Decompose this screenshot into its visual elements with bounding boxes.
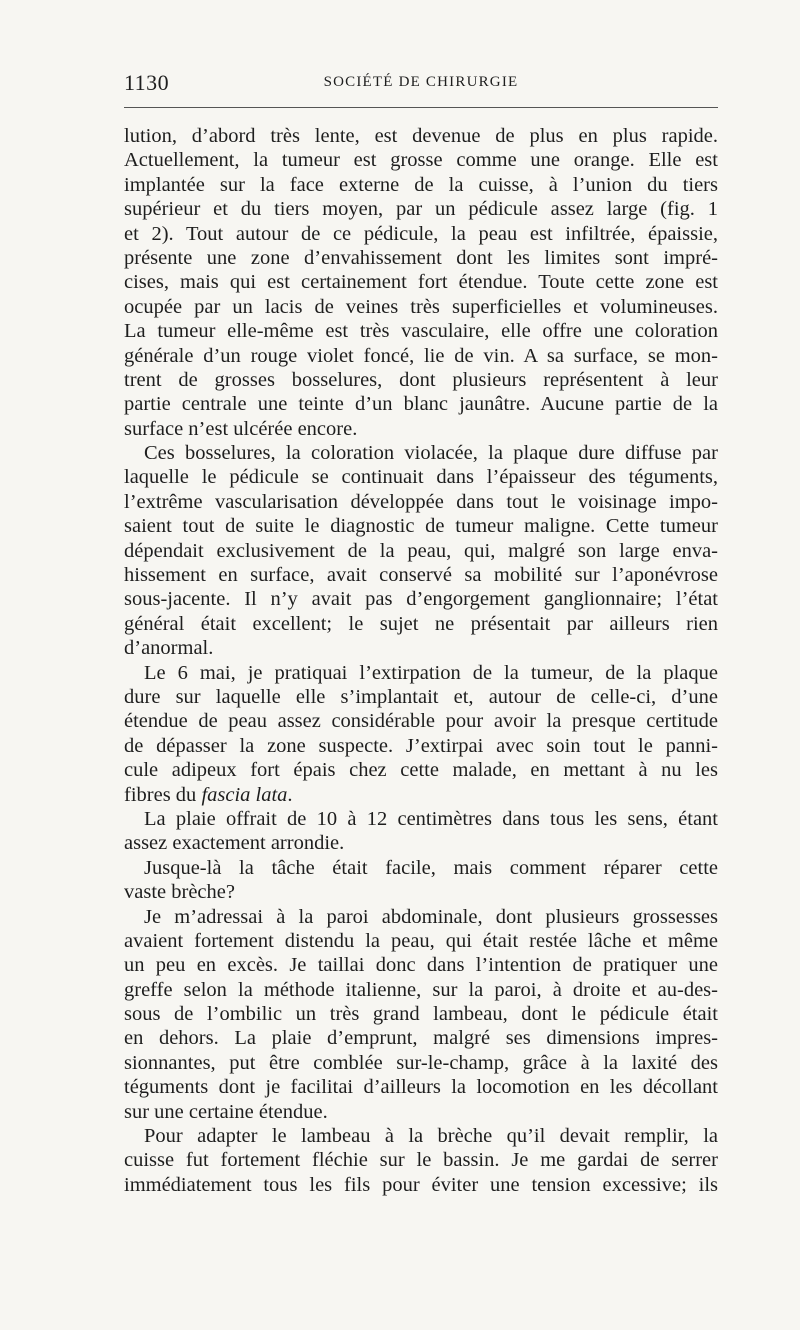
text-line: un peu en excès. Je taillai donc dans l’intention de pratiquer une bbox=[124, 954, 718, 977]
text-line: hissement en surface, avait conservé sa mobilité sur l’aponévrose bbox=[124, 564, 718, 587]
text-line: Actuellement, la tumeur est grosse comme une orange. Elle est bbox=[124, 149, 718, 172]
text-line: ocupée par un lacis de veines très superficielles et volumineuses. bbox=[124, 295, 718, 318]
paragraph bbox=[124, 1124, 718, 1197]
text-line: fibres du fascia lata. bbox=[124, 783, 293, 806]
paragraph bbox=[124, 905, 718, 1125]
paragraph bbox=[124, 661, 718, 807]
text-line: surface n’est ulcérée encore. bbox=[124, 417, 358, 440]
text-line: d’anormal. bbox=[124, 637, 214, 660]
text-line: saient tout de suite le diagnostic de tumeur maligne. Cette tumeur bbox=[124, 515, 718, 538]
text-line: en dehors. La plaie d’emprunt, malgré ses dimensions impres- bbox=[124, 1027, 718, 1050]
text-line: partie centrale une teinte d’un blanc jaunâtre. Aucune partie de la bbox=[124, 393, 718, 416]
text-line: implantée sur la face externe de la cuisse, à l’union du tiers bbox=[124, 173, 718, 196]
text-line: étendue de peau assez considérable pour avoir la presque certitude bbox=[124, 710, 718, 733]
text-line: avaient fortement distendu la peau, qui était restée lâche et même bbox=[124, 929, 718, 952]
text-line: dure sur laquelle elle s’implantait et, autour de celle-ci, d’une bbox=[124, 685, 718, 708]
text-line: présente une zone d’envahissement dont les limites sont impré- bbox=[124, 246, 718, 269]
paragraph bbox=[124, 124, 718, 441]
text-line: La plaie offrait de 10 à 12 centimètres dans tous les sens, étant bbox=[144, 807, 718, 830]
text-line: Jusque-là la tâche était facile, mais comment réparer cette bbox=[144, 856, 718, 879]
paragraph bbox=[124, 441, 718, 661]
text-line: Le 6 mai, je pratiquai l’extirpation de la tumeur, de la plaque bbox=[144, 661, 718, 684]
text-line: et 2). Tout autour de ce pédicule, la peau est infiltrée, épaissie, bbox=[124, 222, 718, 245]
text-line: La tumeur elle-même est très vasculaire, elle offre une coloration bbox=[124, 320, 718, 343]
paragraph bbox=[124, 856, 718, 905]
text-line: sous de l’ombilic un très grand lambeau, dont le pédicule était bbox=[124, 1003, 718, 1026]
text-line: supérieur et du tiers moyen, par un pédicule assez large (fig. 1 bbox=[124, 198, 718, 221]
text-line: greffe selon la méthode italienne, sur la paroi, à droite et au-des- bbox=[124, 978, 718, 1001]
page-number: 1130 bbox=[124, 70, 170, 95]
text-line: laquelle le pédicule se continuait dans l’épaisseur des téguments, bbox=[124, 466, 718, 489]
text-line: sur une certaine étendue. bbox=[124, 1100, 328, 1123]
running-title: SOCIÉTÉ DE CHIRURGIE bbox=[323, 74, 519, 90]
text-line: cises, mais qui est certainement fort étendue. Toute cette zone est bbox=[124, 271, 718, 294]
page-header bbox=[124, 70, 718, 98]
text-line: dépendait exclusivement de la peau, qui, malgré son large enva- bbox=[124, 539, 718, 562]
text-line: assez exactement arrondie. bbox=[124, 832, 345, 855]
text-line: générale d’un rouge violet foncé, lie de vin. A sa surface, se mon- bbox=[124, 344, 718, 367]
text-line: sous-jacente. Il n’y avait pas d’engorgement ganglionnaire; l’état bbox=[124, 588, 718, 611]
body-text bbox=[124, 124, 718, 1197]
text-line: vaste brèche? bbox=[124, 881, 235, 904]
text-line: lution, d’abord très lente, est devenue de plus en plus rapide. bbox=[124, 125, 718, 147]
text-line: général était excellent; le sujet ne présentait par ailleurs rien bbox=[124, 612, 718, 635]
text-line: Pour adapter le lambeau à la brèche qu’il devait remplir, la bbox=[144, 1125, 718, 1148]
text-line: l’extrême vascularisation développée dans tout le voisinage impo- bbox=[124, 490, 718, 513]
text-line: cule adipeux fort épais chez cette malade, en mettant à nu les bbox=[124, 759, 718, 782]
text-line: téguments dont je facilitai d’ailleurs la locomotion en les décollant bbox=[124, 1076, 718, 1099]
text-line: immédiatement tous les fils pour éviter une tension excessive; ils bbox=[124, 1173, 718, 1196]
text-line: trent de grosses bosselures, dont plusieurs représentent à leur bbox=[124, 368, 718, 391]
paragraph bbox=[124, 807, 718, 856]
header-rule bbox=[124, 107, 718, 108]
text-line: Ces bosselures, la coloration violacée, la plaque dure diffuse par bbox=[144, 442, 718, 465]
text-line: de dépasser la zone suspecte. J’extirpai avec soin tout le panni- bbox=[124, 734, 718, 757]
text-line: sionnantes, put être comblée sur-le-champ, grâce à la laxité des bbox=[124, 1051, 718, 1074]
text-line: cuisse fut fortement fléchie sur le bassin. Je me gardai de serrer bbox=[124, 1149, 718, 1172]
text-line: Je m’adressai à la paroi abdominale, dont plusieurs grossesses bbox=[144, 905, 718, 928]
